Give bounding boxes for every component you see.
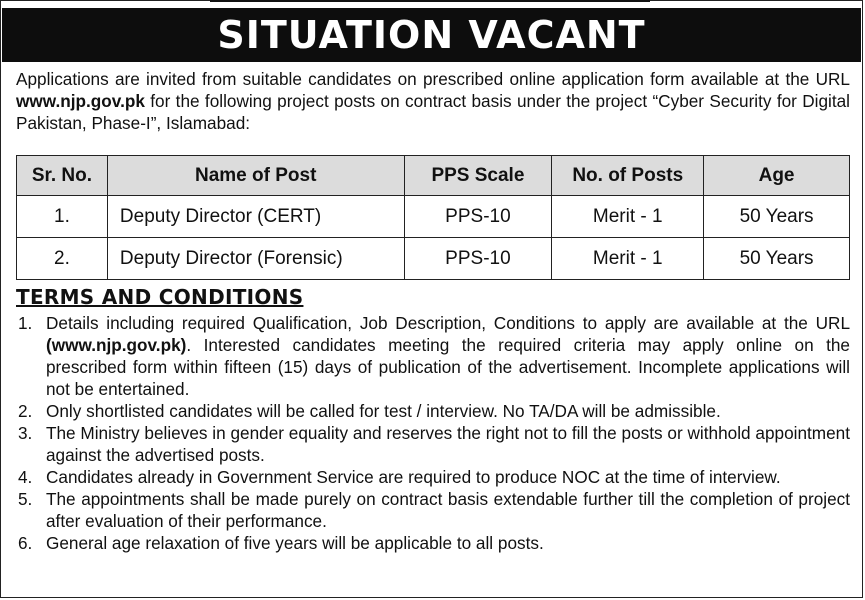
term-number: 6. — [18, 533, 33, 553]
term-text-after: . Interested candidates meeting the required criteria may apply online on the prescribed form within fifteen (15) days of publication of the advertisement. Incomplete applications will not be entertained. — [46, 335, 850, 399]
terms-heading: TERMS AND CONDITIONS — [16, 285, 304, 309]
table-row — [17, 238, 850, 280]
table-row — [17, 196, 850, 238]
table-header-row — [17, 156, 850, 196]
cell-no-of-posts: Merit - 1 — [552, 238, 704, 280]
term-item — [16, 400, 850, 422]
cell-no-of-posts: Merit - 1 — [552, 196, 704, 238]
term-item — [16, 466, 850, 488]
term-text: Details including required Qualification, Job Description, Conditions to apply are available at the URL — [46, 313, 850, 333]
header-pps-scale: PPS Scale — [404, 156, 552, 196]
term-text: The Ministry believes in gender equality and reserves the right not to fill the posts or withhold appointment against the advertised posts. — [46, 423, 850, 465]
intro-text-before: Applications are invited from suitable candidates on prescribed online application form available at the URL — [16, 69, 850, 89]
term-item — [16, 488, 850, 532]
terms-list — [16, 312, 850, 554]
top-rule — [210, 0, 650, 2]
header-sr-no: Sr. No. — [17, 156, 108, 196]
intro-paragraph — [16, 68, 850, 134]
title-banner — [2, 8, 861, 62]
header-no-of-posts: No. of Posts — [552, 156, 704, 196]
term-url: (www.njp.gov.pk) — [46, 335, 187, 355]
term-number: 5. — [18, 489, 33, 509]
cell-pps-scale: PPS-10 — [404, 238, 552, 280]
term-number: 2. — [18, 401, 33, 421]
cell-age: 50 Years — [704, 196, 850, 238]
header-name-of-post: Name of Post — [107, 156, 404, 196]
cell-sr-no: 1. — [17, 196, 108, 238]
page-title: SITUATION VACANT — [217, 13, 646, 57]
cell-age: 50 Years — [704, 238, 850, 280]
term-item — [16, 312, 850, 400]
header-age: Age — [704, 156, 850, 196]
cell-post-name: Deputy Director (Forensic) — [107, 238, 404, 280]
term-number: 1. — [18, 313, 33, 333]
term-text: Candidates already in Government Service are required to produce NOC at the time of interview. — [46, 467, 781, 487]
term-text: The appointments shall be made purely on contract basis extendable further till the completion of project after evaluation of their performance. — [46, 489, 850, 531]
term-text: Only shortlisted candidates will be called for test / interview. No TA/DA will be admissible. — [46, 401, 721, 421]
term-item — [16, 422, 850, 466]
intro-url: www.njp.gov.pk — [16, 91, 145, 111]
intro-text-after: for the following project posts on contract basis under the project “Cyber Security for Digital Pakistan, Phase-I”, Islamabad: — [16, 91, 850, 133]
cell-sr-no: 2. — [17, 238, 108, 280]
term-number: 3. — [18, 423, 33, 443]
posts-table — [16, 155, 850, 280]
term-text: General age relaxation of five years will be applicable to all posts. — [46, 533, 544, 553]
term-number: 4. — [18, 467, 33, 487]
cell-post-name: Deputy Director (CERT) — [107, 196, 404, 238]
term-item — [16, 532, 850, 554]
cell-pps-scale: PPS-10 — [404, 196, 552, 238]
